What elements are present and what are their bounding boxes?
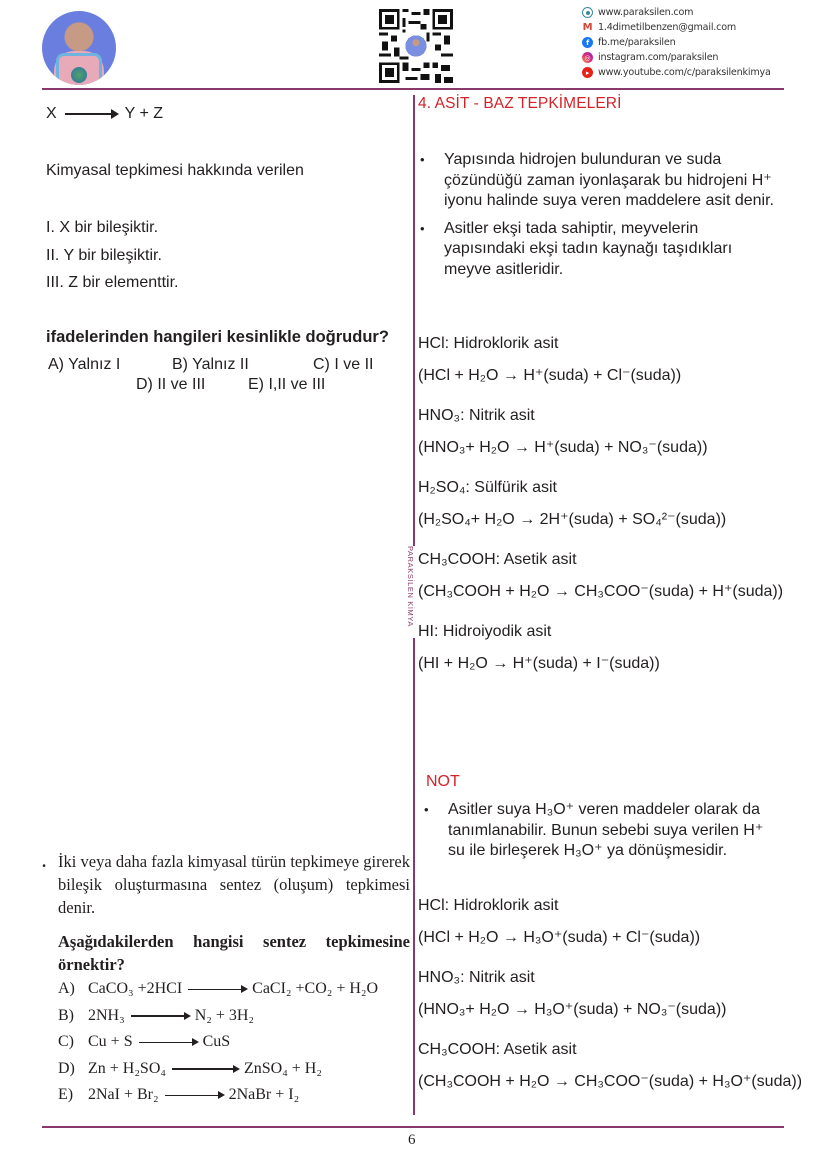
instagram-icon: ◎ bbox=[582, 52, 593, 63]
q2-option-e[interactable]: E) 2NaI + Br₂ 2NaBr + I₂ bbox=[58, 1086, 300, 1104]
note-title: NOT bbox=[426, 773, 460, 790]
q2-question: Aşağıdakilerden hangisi sentez tepkimesine örnektir? bbox=[58, 932, 410, 974]
q1-option-b[interactable]: B) Yalnız II bbox=[172, 356, 249, 373]
youtube-icon: ▸ bbox=[582, 67, 593, 78]
q1-option-d[interactable]: D) II ve III bbox=[136, 376, 206, 393]
contact-email[interactable]: M 1.4dimetilbenzen@gmail.com bbox=[582, 22, 737, 33]
q2-option-c[interactable]: C) Cu + S CuS bbox=[58, 1033, 231, 1051]
acid-ch3cooh: CH₃COOH: Asetik asit (CH₃COOH + H₂O → CH₃COO⁻(suda) + H⁺(suda)) bbox=[418, 551, 784, 600]
q1-statement-2: II. Y bir bileşiktir. bbox=[46, 247, 162, 264]
q2-option-a[interactable]: A) CaCO₃ +2HCI CaCI₂ +CO₂ + H₂O bbox=[58, 980, 379, 998]
contact-website[interactable]: www.paraksilen.com bbox=[582, 5, 822, 20]
reaction-arrow-icon bbox=[139, 1042, 197, 1044]
acid-h2so4: H₂SO₄: Sülfürik asit (H₂SO₄+ H₂O → 2H⁺(suda) + SO₄²⁻(suda)) bbox=[418, 479, 727, 528]
qr-code bbox=[379, 9, 453, 83]
q2-options bbox=[58, 976, 378, 1109]
q1-question: ifadelerinden hangileri kesinlikle doğrudur? bbox=[46, 328, 389, 346]
gmail-icon: M bbox=[582, 22, 593, 33]
bullet-item: • Asitler suya H₃O⁺ veren maddeler olarak da tanımlanabilir. Bunun sebebi suya verilen H⁺ su ile birleşerek H₃O⁺ ya dönüşmesidir. bbox=[422, 800, 782, 862]
acid-hi: HI: Hidroiyodik asit (HI + H₂O → H⁺(suda) + I⁻(suda)) bbox=[418, 623, 660, 672]
page-number: 6 bbox=[408, 1132, 416, 1148]
q2-block: . İki veya daha fazla kimyasal türün tepkimeye girerek bileşik oluşturmasına sentez (oluşum) tepkimesi denir. Aşağıdakilerden hangisi sentez tepkimesine örnektir? bbox=[42, 852, 410, 974]
web-icon bbox=[582, 7, 593, 18]
contact-facebook[interactable]: f fb.me/paraksilen bbox=[582, 35, 822, 50]
author-avatar bbox=[42, 11, 116, 85]
q2-option-b[interactable]: B) 2NH₃ N₂ + 3H₂ bbox=[58, 1006, 254, 1024]
q1-option-c[interactable]: C) I ve II bbox=[313, 356, 374, 373]
q1-reaction: X Y + Z bbox=[46, 105, 164, 122]
watermark: PARAKSİLEN KİMYA bbox=[406, 546, 420, 638]
q1-intro: Kimyasal tepkimesi hakkında verilen bbox=[46, 162, 304, 179]
note-acid-hno3: HNO₃: Nitrik asit (HNO₃+ H₂O → H₃O⁺(suda) + NO₃⁻(suda)) bbox=[418, 969, 727, 1018]
reaction-arrow-icon bbox=[165, 1095, 223, 1097]
bullet-item: • Asitler ekşi tada sahiptir, meyvelerin yapısındaki ekşi tadın kaynağı taşıdıkları meyve asitleridir. bbox=[418, 219, 778, 281]
facebook-icon: f bbox=[582, 37, 593, 48]
note-acid-hcl: HCl: Hidroklorik asit (HCl + H₂O → H₃O⁺(suda) + Cl⁻(suda)) bbox=[418, 897, 701, 946]
contact-instagram[interactable]: ◎ instagram.com/paraksilen bbox=[582, 50, 822, 65]
section-title: 4. ASİT - BAZ TEPKİMELERİ bbox=[418, 95, 622, 112]
reaction-arrow-icon bbox=[131, 1015, 189, 1017]
definition-bullets bbox=[418, 150, 778, 287]
reaction-arrow-icon bbox=[172, 1068, 238, 1070]
acid-hcl: HCl: Hidroklorik asit (HCl + H₂O → H⁺(suda) + Cl⁻(suda)) bbox=[418, 335, 682, 384]
footer-divider bbox=[42, 1126, 784, 1128]
q1-statement-3: III. Z bir elementtir. bbox=[46, 274, 179, 291]
q1-statement-1: I. X bir bileşiktir. bbox=[46, 219, 159, 236]
note-acid-ch3cooh: CH₃COOH: Asetik asit (CH₃COOH + H₂O → CH₃COO⁻(suda) + H₃O⁺(suda)) bbox=[418, 1041, 803, 1090]
reaction-arrow-icon bbox=[65, 113, 117, 115]
q2-text: İki veya daha fazla kimyasal türün tepkimeye girerek bileşik oluşturmasına sentez (oluşum) tepkimesi denir. bbox=[58, 852, 410, 917]
note-bullets bbox=[422, 800, 782, 869]
bullet-item: • Yapısında hidrojen bulunduran ve suda çözündüğü zaman iyonlaşarak bu hidrojeni H⁺ iyonu halinde suya veren maddelere asit denir. bbox=[418, 150, 778, 212]
contact-list bbox=[582, 5, 822, 80]
q2-option-d[interactable]: D) Zn + H₂SO₄ ZnSO₄ + H₂ bbox=[58, 1059, 322, 1077]
q1-option-a[interactable]: A) Yalnız I bbox=[48, 356, 121, 373]
q1-option-e[interactable]: E) I,II ve III bbox=[248, 376, 326, 393]
acid-hno3: HNO₃: Nitrik asit (HNO₃+ H₂O → H⁺(suda) + NO₃⁻(suda)) bbox=[418, 407, 708, 456]
header-divider bbox=[42, 88, 784, 90]
contact-youtube[interactable]: ▸ www.youtube.com/c/paraksilenkimya bbox=[582, 65, 822, 80]
reaction-arrow-icon bbox=[188, 989, 246, 991]
